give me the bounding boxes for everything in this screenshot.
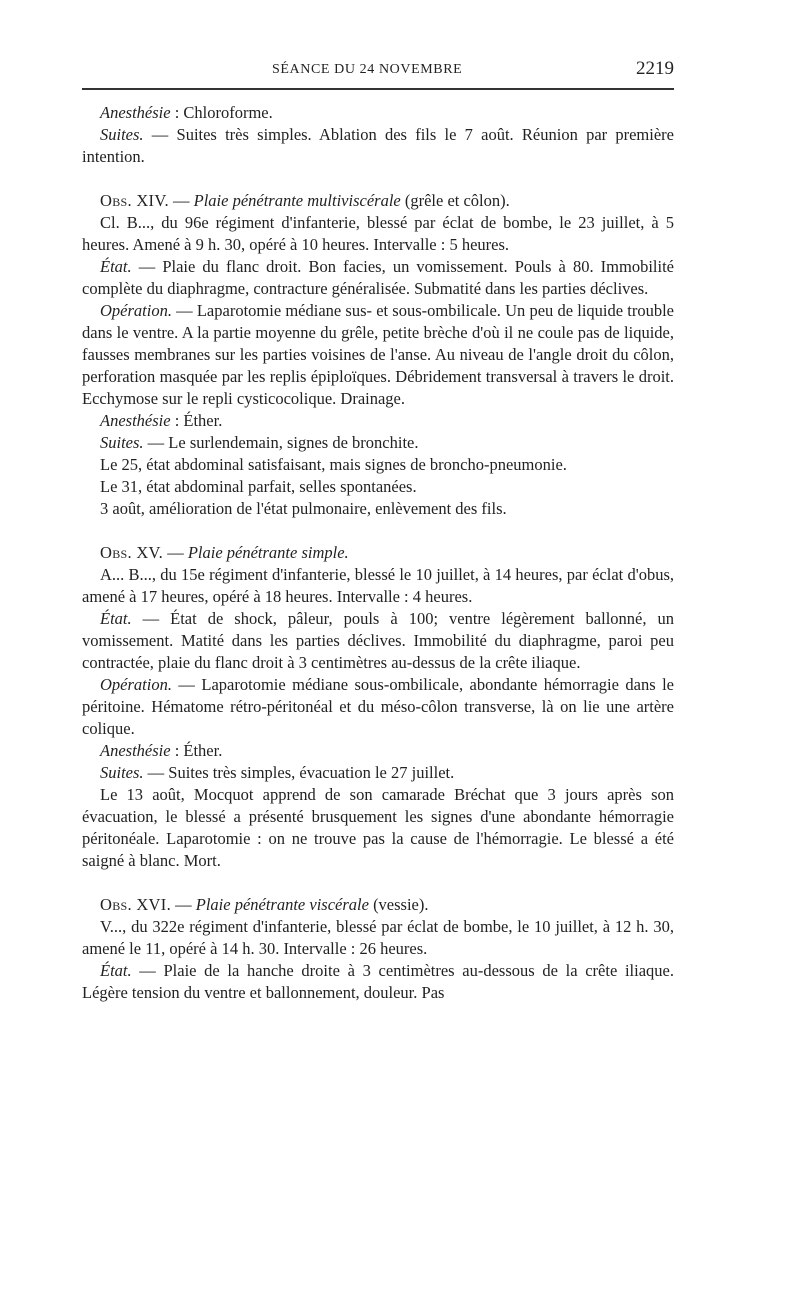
- heading-dash: —: [168, 191, 194, 210]
- paragraph: [82, 300, 674, 410]
- heading-dash: —: [171, 895, 196, 914]
- section-label: Anesthésie: [100, 103, 171, 122]
- paragraph: [82, 102, 674, 124]
- observation-number: Obs. XIV.: [100, 191, 169, 210]
- page-header: [82, 58, 674, 88]
- paragraph: Cl. B..., du 96e régiment d'infanterie, blessé par éclat de bombe, le 23 juillet, à 5 heures. Amené à 9 h. 30, opéré à 10 heures. Intervalle : 5 heures.: [82, 213, 674, 254]
- running-title: SÉANCE DU 24 NOVEMBRE: [272, 62, 463, 77]
- header-rule: [82, 88, 674, 90]
- section-label: Opération.: [100, 675, 172, 694]
- observation-heading: [82, 894, 674, 916]
- observation-heading: [82, 190, 674, 212]
- section-label: État.: [100, 257, 132, 276]
- section-label: État.: [100, 961, 132, 980]
- paragraph: Le 25, état abdominal satisfaisant, mais signes de broncho-pneumonie.: [100, 455, 567, 474]
- section-label: Anesthésie: [100, 741, 171, 760]
- paragraph: [82, 608, 674, 674]
- paragraph: [82, 674, 674, 740]
- paragraph: [82, 256, 674, 300]
- section-label: Suites.: [100, 125, 144, 144]
- paragraph-text: — Laparotomie médiane sus- et sous-ombilicale. Un peu de liquide trouble dans le ventre. A la partie moyenne du grêle, petite brèche d'où il ne coule pas de liquide, fausses membranes sur les parties voisines de l'anse. Au niveau de l'angle droit du côlon, perforation masquée par les replis épiploïques. Débridement transversal à travers le droit. Ecchymose sur le repli cysticocolique. Drainage.: [82, 301, 674, 408]
- observation-number: Obs. XVI.: [100, 895, 171, 914]
- document-page: [82, 58, 674, 1004]
- section-label: Anesthésie: [100, 411, 171, 430]
- paragraph: V..., du 322e régiment d'infanterie, blessé par éclat de bombe, le 10 juillet, à 12 h. 30, amené le 11, opéré à 14 h. 30. Intervalle : 26 heures.: [82, 917, 674, 958]
- paragraph-text: — Suites très simples. Ablation des fils le 7 août. Réunion par première intention.: [82, 125, 674, 166]
- observation-detail: (grêle et côlon).: [400, 191, 510, 210]
- observation-detail: (vessie).: [368, 895, 429, 914]
- section-label: Suites.: [100, 763, 144, 782]
- observation-title: Plaie pénétrante viscérale: [195, 895, 369, 914]
- section-label: État.: [100, 609, 132, 628]
- paragraph: [82, 124, 674, 168]
- paragraph-text: — Plaie de la hanche droite à 3 centimètres au-dessous de la crête iliaque. Légère tension du ventre et ballonnement, douleur. Pas: [82, 961, 674, 1002]
- observation-title: Plaie pénétrante multiviscérale: [193, 191, 401, 210]
- paragraph-text: : Chloroforme.: [170, 103, 273, 122]
- paragraph-text: — État de shock, pâleur, pouls à 100; ventre légèrement ballonné, un vomissement. Matité dans les parties déclives. Immobilité du diaphragme, paroi peu contractée, plaie du flanc droit à 3 centimètres au-dessus de la crête iliaque.: [82, 609, 674, 672]
- paragraph: [82, 740, 674, 762]
- observation-heading: [82, 542, 674, 564]
- paragraph: Le 31, état abdominal parfait, selles spontanées.: [100, 477, 417, 496]
- paragraph-text: — Plaie du flanc droit. Bon facies, un vomissement. Pouls à 80. Immobilité complète du diaphragme, contracture généralisée. Submatité dans les parties déclives.: [82, 257, 674, 298]
- body-text: [82, 102, 674, 1004]
- paragraph: 3 août, amélioration de l'état pulmonaire, enlèvement des fils.: [100, 499, 507, 518]
- paragraph: [82, 432, 674, 454]
- observation-number: Obs. XV.: [100, 543, 164, 562]
- observation-title: Plaie pénétrante simple.: [187, 543, 349, 562]
- section-label: Suites.: [100, 433, 144, 452]
- paragraph: Le 13 août, Mocquot apprend de son camarade Bréchat que 3 jours après son évacuation, le blessé a présenté brusquement les signes d'une abondante hémorragie péritonéale. Laparotomie : on ne trouve pas la cause de l'hémorragie. Le blessé a été saigné à blanc. Mort.: [82, 785, 674, 870]
- paragraph: [82, 762, 674, 784]
- heading-dash: —: [163, 543, 188, 562]
- section-label: Opération.: [100, 301, 172, 320]
- paragraph: [82, 960, 674, 1004]
- page-number: 2219: [636, 58, 674, 79]
- paragraph-text: — Le surlendemain, signes de bronchite.: [143, 433, 419, 452]
- paragraph-text: — Laparotomie médiane sous-ombilicale, abondante hémorragie dans le péritoine. Hématome rétro-péritonéal et du méso-côlon transverse, là on lie une artère colique.: [82, 675, 674, 738]
- paragraph: A... B..., du 15e régiment d'infanterie, blessé le 10 juillet, à 14 heures, par éclat d'obus, amené à 17 heures, opéré à 18 heures. Intervalle : 4 heures.: [82, 565, 674, 606]
- paragraph-text: : Éther.: [170, 411, 223, 430]
- paragraph-text: — Suites très simples, évacuation le 27 juillet.: [143, 763, 455, 782]
- paragraph: [82, 410, 674, 432]
- paragraph-text: : Éther.: [170, 741, 223, 760]
